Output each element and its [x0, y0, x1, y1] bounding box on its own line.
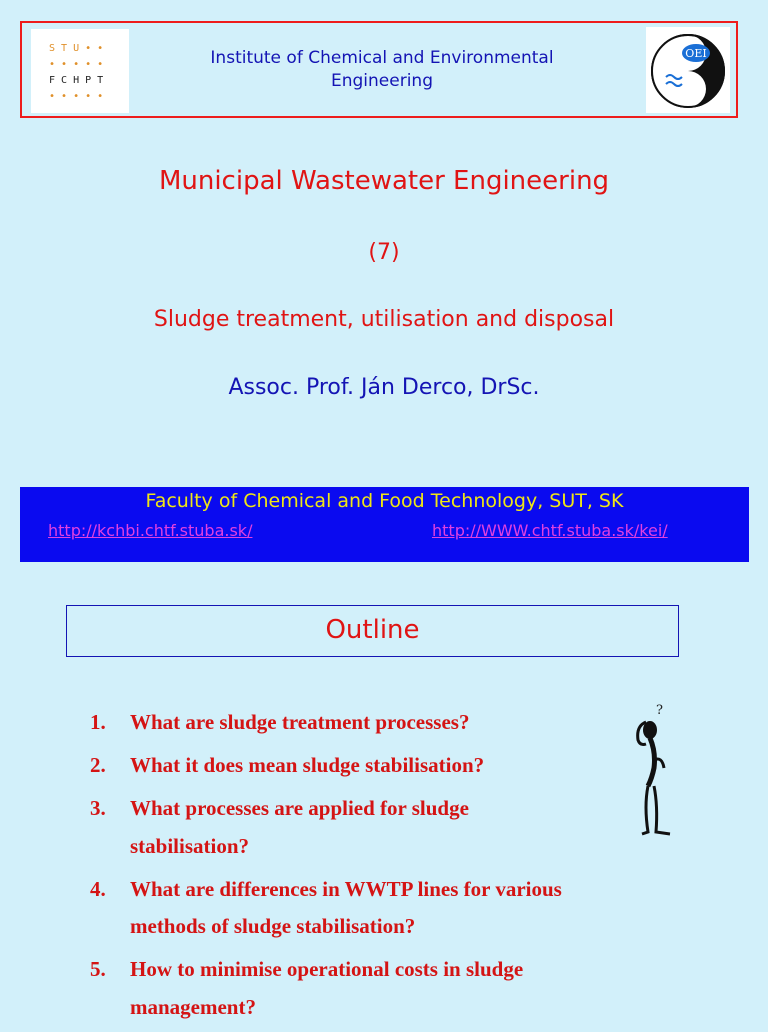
question-list: [90, 704, 680, 1032]
institute-title-line1: Institute of Chemical and Environmental: [210, 48, 554, 68]
outline-box: [66, 605, 679, 657]
list-item: [90, 871, 680, 946]
question-number: 4.: [90, 876, 106, 901]
oei-logo: [646, 27, 730, 113]
stu-logo-dots-row: • • • • •: [49, 59, 104, 70]
oei-logo-icon: [646, 27, 730, 113]
stu-logo-dots: • •: [79, 43, 104, 54]
institute-title: [142, 47, 622, 93]
question-text-line1: How to minimise operational costs in sludge: [130, 957, 524, 981]
faculty-name: Faculty of Chemical and Food Technology, SUT, SK: [145, 490, 624, 512]
question-text-line2: management?: [130, 994, 256, 1019]
stu-logo-row2: F C H P T: [49, 75, 104, 86]
thinking-figure-icon: [626, 700, 682, 845]
question-number: 3.: [90, 796, 106, 820]
kei-link[interactable]: http://WWW.chtf.stuba.sk/kei/: [432, 521, 668, 540]
institute-title-line2: Engineering: [331, 71, 433, 91]
kchbi-link[interactable]: http://kchbi.chtf.stuba.sk/: [48, 521, 253, 540]
stu-logo-dots-row: • • • • •: [49, 91, 104, 102]
author-name: Assoc. Prof. Ján Derco, DrSc.: [228, 375, 540, 400]
list-item: [90, 951, 680, 1026]
page-title: Municipal Wastewater Engineering: [158, 166, 610, 196]
list-item: [90, 747, 680, 785]
question-number: 1.: [90, 710, 106, 734]
list-item: [90, 704, 680, 742]
question-number: 2.: [90, 753, 106, 777]
question-text-line1: What are differences in WWTP lines for various: [130, 876, 562, 901]
question-text-line1: What are sludge treatment processes?: [130, 710, 470, 734]
svg-text:?: ?: [656, 703, 663, 718]
stu-logo-row1: S T U: [49, 43, 80, 54]
header-box: [20, 21, 738, 118]
question-number: 5.: [90, 957, 106, 981]
question-text-line2: stabilisation?: [130, 833, 250, 858]
faculty-banner: [20, 487, 749, 562]
list-item: [90, 790, 680, 865]
lecture-subtitle: Sludge treatment, utilisation and disposal: [153, 307, 615, 332]
question-text-line1: What processes are applied for sludge: [130, 796, 469, 820]
question-text-line2: methods of sludge stabilisation?: [130, 914, 416, 938]
stu-logo: [31, 29, 129, 113]
question-text-line1: What it does mean sludge stabilisation?: [130, 753, 485, 777]
outline-title: Outline: [325, 615, 420, 645]
oei-logo-text: OEI: [685, 47, 707, 60]
lecture-number: (7): [368, 240, 400, 265]
